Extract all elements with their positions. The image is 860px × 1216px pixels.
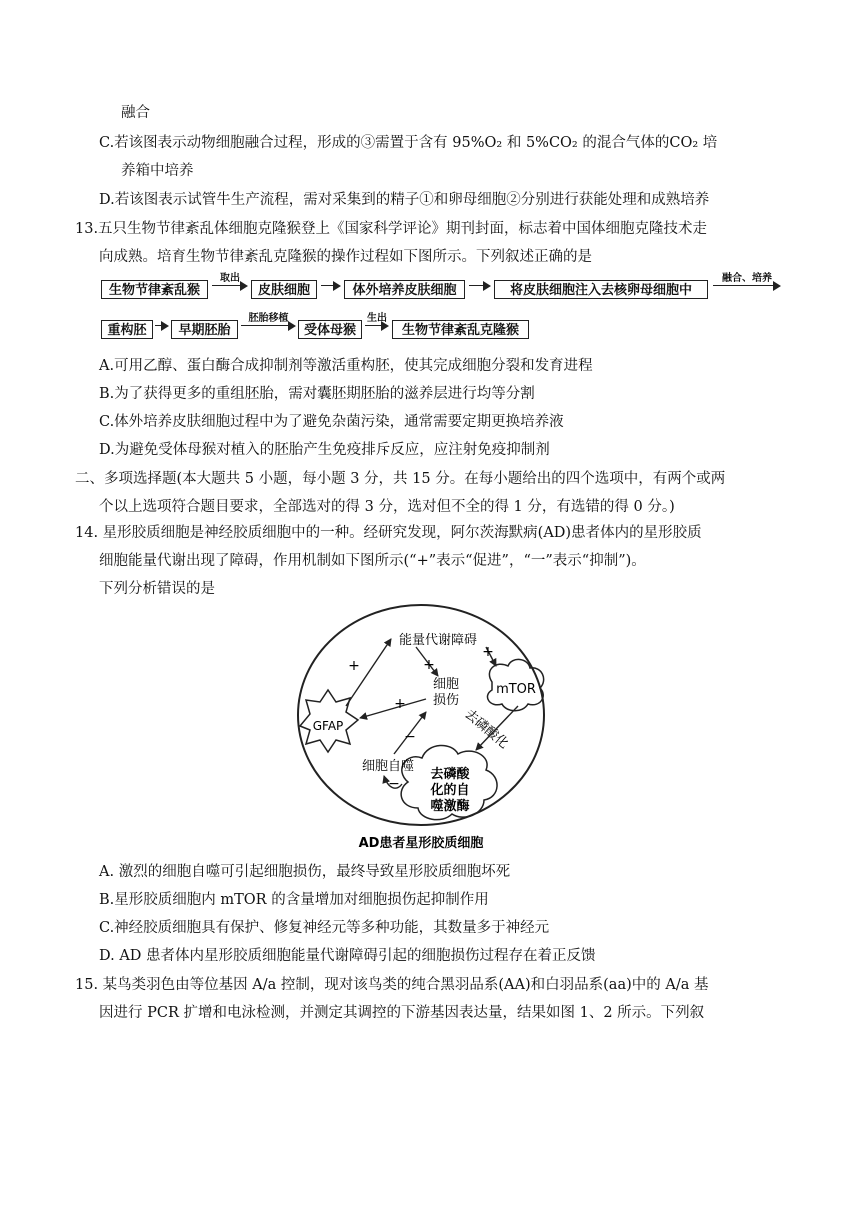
q13-stem-line1: 13.五只生物节律紊乱体细胞克隆猴登上《国家科学评论》期刊封面，标志着中国体细胞克隆技术走	[75, 221, 708, 237]
q15-stem-line1: 15. 某鸟类羽色由等位基因 A/a 控制，现对该鸟类的纯合黑羽品系(AA)和白羽品系(aa)中的 A/a 基	[75, 977, 709, 993]
flow-arrow-label: 生出	[367, 313, 387, 324]
sign-plus: +	[423, 657, 435, 673]
flow-box-reconstructed-embryo: 重构胚	[101, 320, 153, 339]
dephosphorylation-label: 去磷酸化	[461, 706, 511, 752]
diagram-caption: AD患者星形胶质细胞	[358, 836, 484, 851]
sign-minus: −	[404, 729, 416, 745]
gfap-label: GFAP	[312, 719, 344, 733]
flow-arrow	[469, 274, 491, 294]
flow-arrow	[321, 274, 341, 294]
astrocyte-mechanism-diagram	[296, 602, 546, 857]
autophagy-label: 细胞自噬	[361, 759, 415, 774]
energy-disorder-label: 能量代谢障碍	[398, 633, 478, 648]
sign-minus: −	[388, 776, 400, 792]
option-c-prev: C.若该图表示动物细胞融合过程，形成的③需置于含有 95%O₂ 和 5%CO₂ 的混合气体的CO₂ 培	[99, 135, 718, 151]
q14-option-b: B.星形胶质细胞内 mTOR 的含量增加对细胞损伤起抑制作用	[99, 892, 489, 908]
flow-box-recipient-monkey: 受体母猴	[298, 320, 362, 339]
q14-stem-line1: 14. 星形胶质细胞是神经胶质细胞中的一种。经研究发现，阿尔茨海默病(AD)患者体内的星形胶质	[75, 525, 702, 541]
mtor-label: mTOR	[496, 682, 536, 697]
q13-option-b: B.为了获得更多的重组胚胎，需对囊胚期胚胎的滋养层进行均等分割	[99, 386, 535, 402]
arrow-head-icon	[773, 281, 781, 291]
kinase-label-line3: 噬激酶	[430, 799, 470, 814]
section-header-line1: 二、多项选择题(本大题共 5 小题，每小题 3 分，共 15 分。在每小题给出的四个选项中，有两个或两	[75, 471, 726, 487]
arrow-head-icon	[288, 321, 296, 331]
kinase-label-line2: 化的自	[430, 783, 470, 798]
section-header-line2: 个以上选项符合题目要求，全部选对的得 3 分，选对但不全的得 1 分，有选错的得 0 分。)	[99, 499, 675, 515]
flow-arrow-birth	[365, 314, 389, 334]
arrow-damage-to-gfap	[360, 699, 426, 718]
flow-box-skin-cells: 皮肤细胞	[251, 280, 317, 299]
flow-box-culture-skin-cells: 体外培养皮肤细胞	[344, 280, 465, 299]
sign-plus: +	[348, 658, 360, 674]
flow-arrow-label: 胚胎移植	[248, 313, 289, 324]
q14-stem-line3: 下列分析错误的是	[99, 581, 215, 597]
q14-stem-line2: 细胞能量代谢出现了障碍，作用机制如下图所示(“+”表示“促进”，“一”表示“抑制”)。	[99, 553, 646, 569]
flow-box-inject-into-oocyte: 将皮肤细胞注入去核卵母细胞中	[494, 280, 708, 299]
flow-arrow-embryo-transfer	[241, 314, 296, 334]
arrow-head-icon	[240, 281, 248, 291]
arrow-head-icon	[483, 281, 491, 291]
flow-arrow	[155, 314, 169, 334]
cell-damage-label-2: 损伤	[432, 693, 460, 708]
arrow-head-icon	[333, 281, 341, 291]
option-d-prev: D.若该图表示试管牛生产流程，需对采集到的精子①和卵母细胞②分别进行获能处理和成熟培养	[99, 192, 710, 208]
flow-box-early-embryo: 早期胚胎	[171, 320, 238, 339]
sign-plus: +	[482, 644, 494, 660]
q14-option-d: D. AD 患者体内星形胶质细胞能量代谢障碍引起的细胞损伤过程存在着正反馈	[99, 948, 596, 964]
option-continuation: 融合	[121, 105, 150, 121]
q15-stem-line2: 因进行 PCR 扩增和电泳检测，并测定其调控的下游基因表达量，结果如图 1、2 所示。下列叙	[99, 1005, 705, 1021]
q14-option-c: C.神经胶质细胞具有保护、修复神经元等多种功能，其数量多于神经元	[99, 920, 550, 936]
option-c-prev-cont: 养箱中培养	[121, 163, 194, 179]
flow-arrow-label: 取出	[220, 273, 240, 284]
flow-arrow-fuse-culture	[713, 274, 781, 294]
q13-option-c: C.体外培养皮肤细胞过程中为了避免杂菌污染，通常需要定期更换培养液	[99, 414, 564, 430]
q13-option-d: D.为避免受体母猴对植入的胚胎产生免疫排斥反应，应注射免疫抑制剂	[99, 442, 550, 458]
cell-damage-label-1: 细胞	[432, 677, 460, 692]
q13-option-a: A.可用乙醇、蛋白酶合成抑制剂等激活重构胚，使其完成细胞分裂和发育进程	[99, 358, 593, 374]
kinase-label-line1: 去磷酸	[430, 767, 470, 782]
q13-stem-line2: 向成熟。培育生物节律紊乱克隆猴的操作过程如下图所示。下列叙述正确的是	[99, 249, 592, 265]
flow-arrow-label: 融合、培养	[722, 273, 772, 284]
sign-plus: +	[394, 696, 406, 712]
arrow-head-icon	[161, 321, 169, 331]
arrow-head-icon	[381, 321, 389, 331]
flow-arrow-take-out	[212, 274, 248, 294]
flow-box-clone-monkey: 生物节律紊乱克隆猴	[392, 320, 529, 339]
flow-box-source-monkey: 生物节律紊乱猴	[101, 280, 208, 299]
q14-option-a: A. 激烈的细胞自噬可引起细胞损伤，最终导致星形胶质细胞坏死	[99, 864, 511, 880]
